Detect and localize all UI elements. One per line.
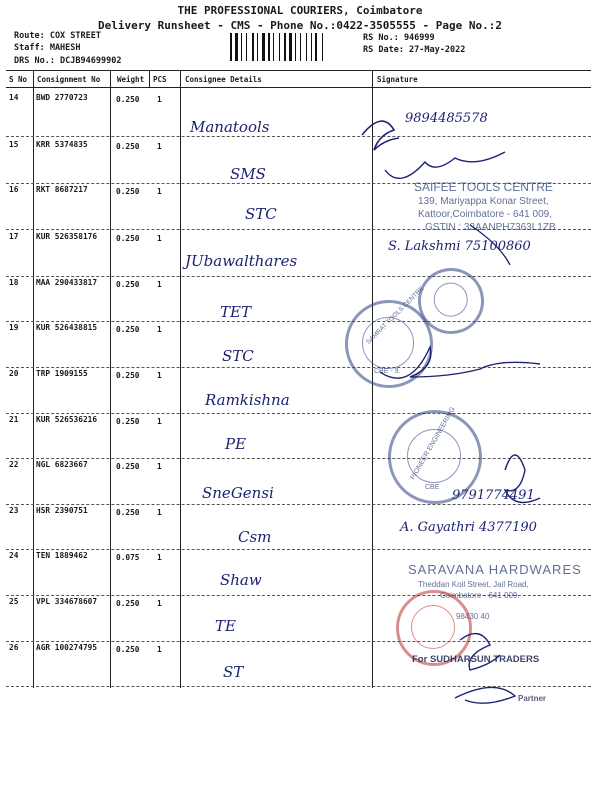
seal-pioneer-city: CBE bbox=[425, 484, 440, 491]
col-sno: S No bbox=[9, 75, 28, 84]
row-sno: 15 bbox=[9, 140, 19, 149]
row-pcs: 1 bbox=[157, 280, 162, 289]
row-weight: 0.250 bbox=[116, 187, 140, 196]
row-pcs: 1 bbox=[157, 371, 162, 380]
row-sno: 23 bbox=[9, 506, 19, 515]
row-sno: 26 bbox=[9, 643, 19, 652]
row-sno: 14 bbox=[9, 93, 19, 102]
row-signature: A. Gayathri 4377190 bbox=[400, 520, 537, 535]
row-consignee: TET bbox=[220, 303, 251, 321]
col-consignment: Consignment No bbox=[37, 75, 101, 84]
row-consignee: ST bbox=[223, 663, 244, 681]
rs-number: RS No.: 946999 bbox=[363, 33, 435, 43]
drs-label: DRS No.: DCJB94699902 bbox=[14, 56, 122, 66]
stamp-saravana-name: SARAVANA HARDWARES bbox=[408, 562, 582, 577]
row-weight: 0.250 bbox=[116, 462, 140, 471]
col-signature: Signature bbox=[377, 75, 418, 84]
row-pcs: 1 bbox=[157, 325, 162, 334]
row-consignment: TEN 1889462 bbox=[36, 551, 88, 560]
stamp-saravana-addr2: Coimbatore - 641 009. bbox=[440, 591, 520, 600]
row-consignee: JUbawalthares bbox=[185, 252, 298, 270]
row-consignee: Shaw bbox=[220, 571, 262, 589]
row-consignee: PE bbox=[225, 435, 247, 453]
row-pcs: 1 bbox=[157, 417, 162, 426]
staff-label: Staff: MAHESH bbox=[14, 43, 81, 53]
col-consignee: Consignee Details bbox=[185, 75, 262, 84]
row-signature: 9894485578 bbox=[405, 111, 488, 126]
row-consignee: TE bbox=[215, 617, 236, 635]
row-consignment: BWD 2770723 bbox=[36, 93, 88, 102]
row-weight: 0.075 bbox=[116, 553, 140, 562]
row-consignee: STC bbox=[222, 347, 254, 365]
row-sno: 21 bbox=[9, 415, 19, 424]
row-sno: 22 bbox=[9, 460, 19, 469]
company-title: THE PROFESSIONAL COURIERS, Coimbatore bbox=[177, 4, 423, 17]
seal-samrat-text: SAMRAT TOOLS CENTRE bbox=[365, 285, 426, 346]
row-pcs: 1 bbox=[157, 95, 162, 104]
row-consignment: KUR 526536216 bbox=[36, 415, 98, 424]
row-sno: 17 bbox=[9, 232, 19, 241]
runsheet-title: Delivery Runsheet - CMS - Phone No.:0422-3505555 - Page No.:2 bbox=[98, 19, 502, 32]
row-consignment: NGL 6823667 bbox=[36, 460, 88, 469]
row-consignment: RKT 8687217 bbox=[36, 185, 88, 194]
stamp-sudharsun-foot: Partner bbox=[518, 694, 547, 703]
stamp-saifee-addr1: 139, Mariyappa Konar Street, bbox=[418, 196, 549, 207]
stamp-saifee-gstin: GSTIN : 33AANPH7363L1ZB bbox=[425, 222, 556, 233]
row-pcs: 1 bbox=[157, 599, 162, 608]
stamp-saravana-addr1: Theddan Koil Street, Jail Road, bbox=[418, 580, 529, 589]
row-weight: 0.250 bbox=[116, 417, 140, 426]
stamp-saifee-name: SAIFEE TOOLS CENTRE bbox=[414, 180, 553, 194]
row-weight: 0.250 bbox=[116, 142, 140, 151]
row-consignment: VPL 334678607 bbox=[36, 597, 98, 606]
row-pcs: 1 bbox=[157, 187, 162, 196]
row-weight: 0.250 bbox=[116, 599, 140, 608]
row-pcs: 1 bbox=[157, 462, 162, 471]
row-signature: S. Lakshmi 75100860 bbox=[388, 239, 531, 254]
seal-pioneer-text: PIONEER ENGINEERING bbox=[409, 406, 457, 481]
stamp-sudharsun: For SUDHARSUN TRADERS bbox=[412, 654, 540, 665]
row-pcs: 1 bbox=[157, 142, 162, 151]
row-weight: 0.250 bbox=[116, 234, 140, 243]
row-consignee: SMS bbox=[230, 165, 266, 183]
row-consignee: Ramkishna bbox=[205, 391, 290, 409]
row-sno: 20 bbox=[9, 369, 19, 378]
row-weight: 0.250 bbox=[116, 508, 140, 517]
row-pcs: 1 bbox=[157, 645, 162, 654]
stamp-saravana-phone: 98430 40 bbox=[456, 612, 490, 621]
row-consignment: TRP 1909155 bbox=[36, 369, 88, 378]
row-sno: 16 bbox=[9, 185, 19, 194]
row-sno: 19 bbox=[9, 323, 19, 332]
route-label: Route: COX STREET bbox=[14, 31, 101, 41]
row-weight: 0.250 bbox=[116, 325, 140, 334]
row-pcs: 1 bbox=[157, 553, 162, 562]
row-sno: 24 bbox=[9, 551, 19, 560]
row-consignment: AGR 100274795 bbox=[36, 643, 98, 652]
rs-date: RS Date: 27-May-2022 bbox=[363, 45, 466, 55]
row-sno: 25 bbox=[9, 597, 19, 606]
row-weight: 0.250 bbox=[116, 95, 140, 104]
col-weight: Weight bbox=[117, 75, 145, 84]
row-sno: 18 bbox=[9, 278, 19, 287]
row-consignee: Manatools bbox=[190, 118, 270, 136]
row-consignee: STC bbox=[245, 205, 277, 223]
row-consignment: KUR 526358176 bbox=[36, 232, 98, 241]
row-weight: 0.250 bbox=[116, 645, 140, 654]
seal-samrat-city: CBE - 9. bbox=[374, 368, 401, 375]
col-pcs: PCS bbox=[153, 75, 167, 84]
row-consignee: SneGensi bbox=[202, 484, 274, 502]
row-consignment: KRR 5374835 bbox=[36, 140, 88, 149]
row-weight: 0.250 bbox=[116, 371, 140, 380]
row-consignment: HSR 2390751 bbox=[36, 506, 88, 515]
stamp-saifee-addr2: Kattoor,Coimbatore - 641 009, bbox=[418, 209, 552, 220]
row-consignee: Csm bbox=[238, 528, 272, 546]
row-pcs: 1 bbox=[157, 234, 162, 243]
row-consignment: KUR 526438815 bbox=[36, 323, 98, 332]
row-pcs: 1 bbox=[157, 508, 162, 517]
row-weight: 0.250 bbox=[116, 280, 140, 289]
row-consignment: MAA 290433817 bbox=[36, 278, 98, 287]
row-signature: 9791774491 bbox=[452, 488, 535, 503]
